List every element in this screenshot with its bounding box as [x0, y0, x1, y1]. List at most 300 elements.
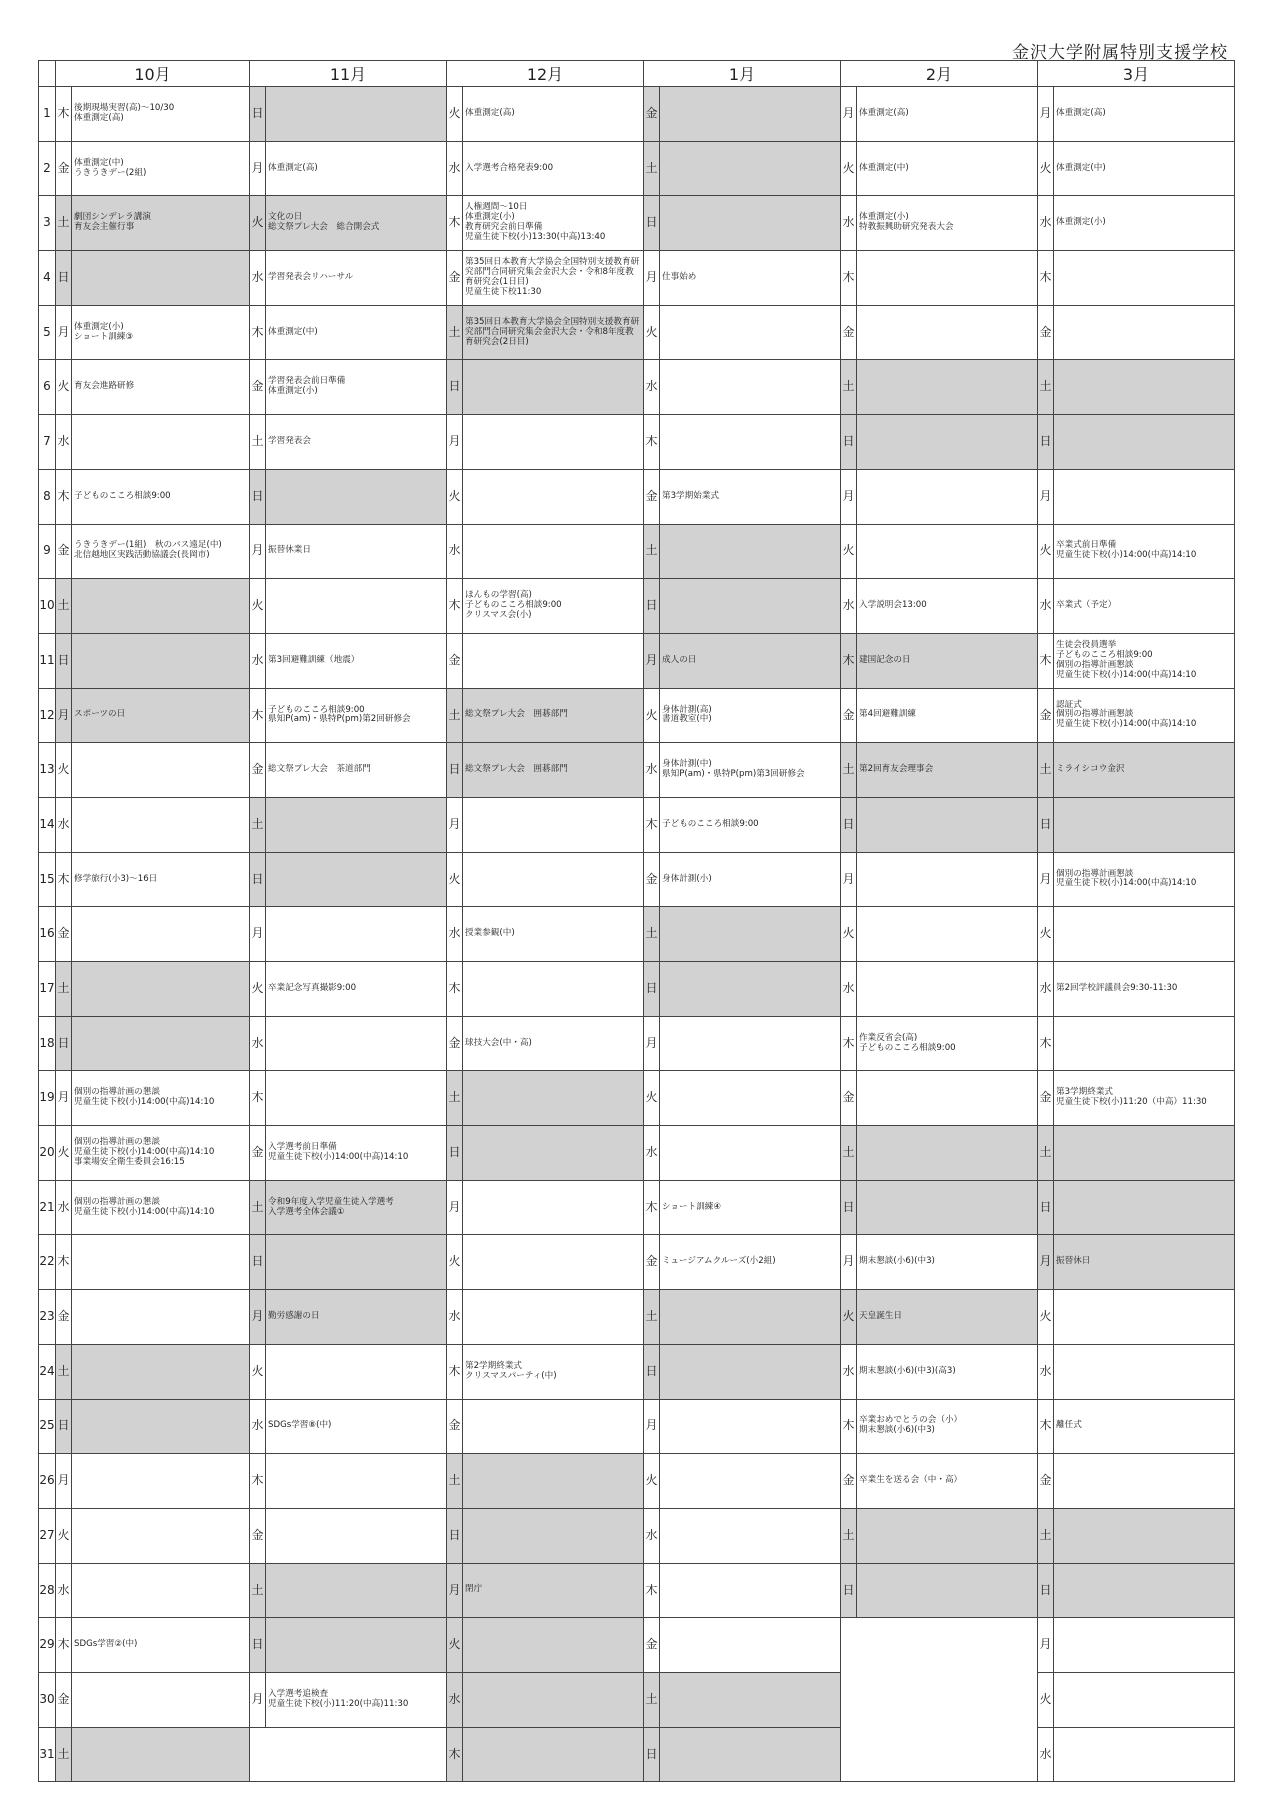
weekday-cell: 月 [1038, 87, 1054, 142]
weekday-cell: 水 [56, 415, 72, 470]
event-cell [266, 1508, 447, 1563]
weekday-cell: 月 [841, 469, 857, 524]
event-cell [72, 633, 250, 688]
event-cell [857, 1508, 1038, 1563]
event-cell: 勤労感謝の日 [266, 1290, 447, 1345]
event-cell [72, 251, 250, 306]
weekday-cell: 火 [250, 196, 266, 251]
day-number: 19 [39, 1071, 56, 1126]
weekday-cell: 木 [644, 1180, 660, 1235]
event-cell: 子どものこころ相談9:00 県知P(am)・県特P(pm)第2回研修会 [266, 688, 447, 743]
weekday-cell: 木 [841, 633, 857, 688]
event-cell: 育友会進路研修 [72, 360, 250, 415]
weekday-cell: 木 [447, 1344, 463, 1399]
weekday-cell: 火 [841, 1290, 857, 1345]
event-cell: 第35回日本教育大学協会全国特別支援教育研究部門合同研究集会金沢大会・令和8年度教育研究会(2日目) [463, 305, 644, 360]
weekday-cell: 日 [644, 579, 660, 634]
weekday-cell: 月 [250, 524, 266, 579]
event-cell [266, 852, 447, 907]
weekday-cell: 水 [644, 360, 660, 415]
event-cell: 入学選考追検査 児童生徒下校(小)11:20(中高)11:30 [266, 1672, 447, 1727]
day-row [39, 1126, 1235, 1181]
weekday-cell: 水 [56, 1563, 72, 1618]
event-cell: 建国記念の日 [857, 633, 1038, 688]
weekday-cell: 月 [250, 141, 266, 196]
event-cell [266, 87, 447, 142]
weekday-cell: 水 [1038, 962, 1054, 1017]
empty-cell [841, 1618, 1038, 1782]
event-cell: 作業反省会(高) 子どものこころ相談9:00 [857, 1016, 1038, 1071]
event-cell [857, 469, 1038, 524]
weekday-cell: 金 [56, 524, 72, 579]
day-number: 26 [39, 1454, 56, 1509]
event-cell [1054, 415, 1235, 470]
event-cell [857, 1126, 1038, 1181]
event-cell: 学習発表会リハーサル [266, 251, 447, 306]
day-row [39, 251, 1235, 306]
weekday-cell: 金 [841, 305, 857, 360]
day-row [39, 305, 1235, 360]
day-row [39, 1672, 1235, 1727]
month-header: 10月 [56, 61, 250, 87]
event-cell [72, 1016, 250, 1071]
event-cell: SDGs学習⑧(中) [266, 1399, 447, 1454]
event-cell: 卒業生を送る会（中・高） [857, 1454, 1038, 1509]
corner-cell [39, 61, 56, 87]
weekday-cell: 木 [1038, 251, 1054, 306]
weekday-cell: 火 [56, 1126, 72, 1181]
weekday-cell: 日 [1038, 1563, 1054, 1618]
event-cell: 体重測定(小) [1054, 196, 1235, 251]
weekday-cell: 金 [644, 469, 660, 524]
day-row [39, 1727, 1235, 1782]
weekday-cell: 火 [1038, 1290, 1054, 1345]
event-cell [660, 524, 841, 579]
weekday-cell: 金 [841, 1454, 857, 1509]
event-cell: 卒業式前日準備 児童生徒下校(小)14:00(中高)14:10 [1054, 524, 1235, 579]
day-number: 14 [39, 797, 56, 852]
weekday-cell: 日 [56, 251, 72, 306]
event-cell [72, 743, 250, 798]
weekday-cell: 木 [447, 196, 463, 251]
day-row [39, 743, 1235, 798]
event-cell [857, 962, 1038, 1017]
event-cell [857, 360, 1038, 415]
event-cell: 卒業式（予定） [1054, 579, 1235, 634]
event-cell [266, 579, 447, 634]
event-cell [463, 1727, 644, 1782]
weekday-cell: 月 [644, 251, 660, 306]
weekday-cell: 木 [447, 962, 463, 1017]
event-cell [660, 415, 841, 470]
weekday-cell: 木 [56, 469, 72, 524]
event-cell: 体重測定(中) [1054, 141, 1235, 196]
weekday-cell: 木 [447, 1727, 463, 1782]
event-cell [857, 907, 1038, 962]
event-cell: 後期現場実習(高)～10/30 体重測定(高) [72, 87, 250, 142]
weekday-cell: 月 [1038, 852, 1054, 907]
event-cell: 第4回避難訓練 [857, 688, 1038, 743]
event-cell [72, 1672, 250, 1727]
event-cell: 閉庁 [463, 1563, 644, 1618]
event-cell [660, 1727, 841, 1782]
weekday-cell: 水 [56, 1180, 72, 1235]
event-cell: 体重測定(中) うきうきデー(2組) [72, 141, 250, 196]
weekday-cell: 火 [841, 141, 857, 196]
weekday-cell: 土 [1038, 360, 1054, 415]
event-cell [857, 415, 1038, 470]
event-cell [660, 305, 841, 360]
weekday-cell: 火 [250, 962, 266, 1017]
event-cell [857, 305, 1038, 360]
weekday-cell: 木 [56, 852, 72, 907]
event-cell: SDGs学習②(中) [72, 1618, 250, 1673]
event-cell: 仕事始め [660, 251, 841, 306]
weekday-cell: 日 [644, 1344, 660, 1399]
weekday-cell: 土 [56, 579, 72, 634]
event-cell [72, 1290, 250, 1345]
event-cell [857, 797, 1038, 852]
event-cell: 身体計測(小) [660, 852, 841, 907]
event-cell: 卒業おめでとうの会（小） 期末懇談(小6)(中3) [857, 1399, 1038, 1454]
day-number: 18 [39, 1016, 56, 1071]
weekday-cell: 月 [644, 1399, 660, 1454]
school-name: 金沢大学附属特別支援学校 [1012, 43, 1228, 63]
event-cell [72, 415, 250, 470]
weekday-cell: 日 [841, 415, 857, 470]
event-cell: 総文祭プレ大会 囲碁部門 [463, 743, 644, 798]
weekday-cell: 日 [1038, 1180, 1054, 1235]
day-number: 21 [39, 1180, 56, 1235]
event-cell [266, 1071, 447, 1126]
event-cell [1054, 305, 1235, 360]
event-cell [1054, 1672, 1235, 1727]
event-cell: 個別の指導計画懇談 児童生徒下校(小)14:00(中高)14:10 [1054, 852, 1235, 907]
weekday-cell: 日 [56, 1399, 72, 1454]
event-cell [72, 962, 250, 1017]
event-cell [463, 633, 644, 688]
day-row [39, 524, 1235, 579]
weekday-cell: 木 [447, 579, 463, 634]
event-cell [660, 141, 841, 196]
weekday-cell: 月 [250, 1290, 266, 1345]
weekday-cell: 月 [841, 1235, 857, 1290]
event-cell: 第3学期始業式 [660, 469, 841, 524]
event-cell [463, 469, 644, 524]
weekday-cell: 水 [841, 1344, 857, 1399]
weekday-cell: 木 [841, 1016, 857, 1071]
weekday-cell: 月 [56, 1454, 72, 1509]
day-number: 9 [39, 524, 56, 579]
day-row [39, 141, 1235, 196]
event-cell: 個別の指導計画の懇談 児童生徒下校(小)14:00(中高)14:10 [72, 1180, 250, 1235]
event-cell [266, 1618, 447, 1673]
event-cell: 体重測定(小) 特教振興助研究発表大会 [857, 196, 1038, 251]
event-cell [266, 1344, 447, 1399]
day-row [39, 579, 1235, 634]
day-number: 8 [39, 469, 56, 524]
weekday-cell: 月 [250, 1672, 266, 1727]
weekday-cell: 土 [841, 743, 857, 798]
event-cell [660, 196, 841, 251]
weekday-cell: 水 [250, 1016, 266, 1071]
weekday-cell: 金 [56, 1672, 72, 1727]
weekday-cell: 土 [841, 360, 857, 415]
event-cell: 総文祭プレ大会 茶道部門 [266, 743, 447, 798]
day-number: 4 [39, 251, 56, 306]
weekday-cell: 日 [447, 360, 463, 415]
day-number: 2 [39, 141, 56, 196]
weekday-cell: 金 [841, 688, 857, 743]
event-cell: 天皇誕生日 [857, 1290, 1038, 1345]
weekday-cell: 金 [644, 852, 660, 907]
event-cell: 劇団シンデレラ講演 育友会主催行事 [72, 196, 250, 251]
weekday-cell: 木 [841, 1399, 857, 1454]
event-cell: うきうきデー(1組) 秋のバス遠足(中) 北信越地区実践活動協議会(長岡市) [72, 524, 250, 579]
weekday-cell: 土 [447, 1071, 463, 1126]
day-number: 10 [39, 579, 56, 634]
weekday-cell: 金 [1038, 688, 1054, 743]
event-cell: 子どものこころ相談9:00 [72, 469, 250, 524]
event-cell: ミュージアムクルーズ(小2組) [660, 1235, 841, 1290]
weekday-cell: 水 [1038, 1344, 1054, 1399]
event-cell [857, 251, 1038, 306]
weekday-cell: 火 [1038, 141, 1054, 196]
weekday-cell: 火 [1038, 1672, 1054, 1727]
event-cell: 第3回避難訓練（地震） [266, 633, 447, 688]
event-cell [660, 579, 841, 634]
day-number: 23 [39, 1290, 56, 1345]
day-number: 20 [39, 1126, 56, 1181]
month-header: 12月 [447, 61, 644, 87]
weekday-cell: 月 [841, 87, 857, 142]
event-cell [1054, 1126, 1235, 1181]
day-number: 12 [39, 688, 56, 743]
event-cell: 学習発表会前日準備 体重測定(小) [266, 360, 447, 415]
day-number: 3 [39, 196, 56, 251]
event-cell [1054, 1727, 1235, 1782]
event-cell: 個別の指導計画の懇談 児童生徒下校(小)14:00(中高)14:10 [72, 1071, 250, 1126]
day-number: 6 [39, 360, 56, 415]
event-cell [463, 1290, 644, 1345]
weekday-cell: 火 [250, 1344, 266, 1399]
event-cell [463, 1180, 644, 1235]
day-row [39, 962, 1235, 1017]
event-cell [463, 962, 644, 1017]
event-cell [1054, 1618, 1235, 1673]
weekday-cell: 日 [1038, 415, 1054, 470]
event-cell [660, 360, 841, 415]
event-cell [463, 1454, 644, 1509]
day-row [39, 852, 1235, 907]
event-cell [660, 87, 841, 142]
event-cell: 入学選考合格発表9:00 [463, 141, 644, 196]
weekday-cell: 木 [56, 1618, 72, 1673]
day-number: 5 [39, 305, 56, 360]
weekday-cell: 火 [841, 524, 857, 579]
weekday-cell: 月 [644, 633, 660, 688]
weekday-cell: 土 [250, 797, 266, 852]
event-cell [1054, 1344, 1235, 1399]
event-cell [72, 1508, 250, 1563]
event-cell: 身体計測(高) 書道教室(中) [660, 688, 841, 743]
day-number: 7 [39, 415, 56, 470]
weekday-cell: 金 [447, 633, 463, 688]
event-cell [660, 962, 841, 1017]
event-cell [72, 1454, 250, 1509]
event-cell [463, 524, 644, 579]
weekday-cell: 金 [1038, 305, 1054, 360]
weekday-cell: 水 [447, 1290, 463, 1345]
weekday-cell: 水 [644, 743, 660, 798]
event-cell: 令和9年度入学児童生徒入学選考 入学選考全体会議① [266, 1180, 447, 1235]
weekday-cell: 金 [841, 1071, 857, 1126]
event-cell [857, 1180, 1038, 1235]
weekday-cell: 金 [1038, 1071, 1054, 1126]
weekday-cell: 日 [56, 1016, 72, 1071]
event-cell [1054, 251, 1235, 306]
weekday-cell: 火 [1038, 907, 1054, 962]
weekday-cell: 月 [447, 415, 463, 470]
event-cell [72, 1563, 250, 1618]
event-cell [857, 1563, 1038, 1618]
weekday-cell: 木 [1038, 1016, 1054, 1071]
event-cell: 成人の日 [660, 633, 841, 688]
weekday-cell: 土 [447, 305, 463, 360]
event-cell: 人権週間～10日 体重測定(小) 教育研究会前日準備 児童生徒下校(小)13:30(中高)13:40 [463, 196, 644, 251]
weekday-cell: 火 [1038, 524, 1054, 579]
weekday-cell: 水 [841, 579, 857, 634]
weekday-cell: 月 [447, 1563, 463, 1618]
weekday-cell: 金 [250, 360, 266, 415]
event-cell: 振替休日 [1054, 1235, 1235, 1290]
event-cell [266, 1563, 447, 1618]
event-cell: 体重測定(高) [1054, 87, 1235, 142]
weekday-cell: 月 [644, 1016, 660, 1071]
day-row [39, 1508, 1235, 1563]
day-row [39, 1399, 1235, 1454]
weekday-cell: 火 [56, 1508, 72, 1563]
event-cell [72, 1235, 250, 1290]
month-header: 2月 [841, 61, 1038, 87]
weekday-cell: 木 [644, 797, 660, 852]
weekday-cell: 水 [250, 251, 266, 306]
weekday-cell: 木 [250, 305, 266, 360]
weekday-cell: 金 [644, 1235, 660, 1290]
day-row [39, 1071, 1235, 1126]
day-number: 25 [39, 1399, 56, 1454]
weekday-cell: 金 [250, 743, 266, 798]
weekday-cell: 土 [644, 141, 660, 196]
event-cell: 卒業記念写真撮影9:00 [266, 962, 447, 1017]
weekday-cell: 火 [841, 907, 857, 962]
weekday-cell: 木 [56, 1235, 72, 1290]
weekday-cell: 金 [250, 1508, 266, 1563]
weekday-cell: 日 [250, 1235, 266, 1290]
weekday-cell: 月 [1038, 1618, 1054, 1673]
weekday-cell: 日 [56, 633, 72, 688]
weekday-cell: 金 [56, 907, 72, 962]
day-row [39, 469, 1235, 524]
weekday-cell: 土 [644, 1672, 660, 1727]
weekday-cell: 火 [447, 852, 463, 907]
weekday-cell: 月 [250, 907, 266, 962]
weekday-cell: 水 [1038, 1727, 1054, 1782]
weekday-cell: 土 [1038, 743, 1054, 798]
day-number: 22 [39, 1235, 56, 1290]
event-cell [72, 579, 250, 634]
event-cell [857, 524, 1038, 579]
weekday-cell: 月 [56, 688, 72, 743]
event-cell [1054, 1180, 1235, 1235]
weekday-cell: 月 [1038, 469, 1054, 524]
weekday-cell: 日 [447, 1508, 463, 1563]
event-cell [463, 1071, 644, 1126]
weekday-cell: 土 [250, 1180, 266, 1235]
event-cell: 第35回日本教育大学協会全国特別支援教育研究部門合同研究集会金沢大会・令和8年度教育研究会(1日目) 児童生徒下校11:30 [463, 251, 644, 306]
weekday-cell: 木 [644, 415, 660, 470]
weekday-cell: 木 [250, 688, 266, 743]
event-cell [266, 469, 447, 524]
event-cell [266, 1454, 447, 1509]
event-cell: 入学説明会13:00 [857, 579, 1038, 634]
weekday-cell: 日 [841, 1180, 857, 1235]
event-cell [72, 1727, 250, 1782]
weekday-cell: 土 [250, 415, 266, 470]
event-cell [1054, 469, 1235, 524]
weekday-cell: 火 [644, 688, 660, 743]
event-cell: 子どものこころ相談9:00 [660, 797, 841, 852]
event-cell [1054, 797, 1235, 852]
event-cell [660, 1290, 841, 1345]
event-cell [463, 415, 644, 470]
day-number: 13 [39, 743, 56, 798]
month-header: 3月 [1038, 61, 1235, 87]
day-row [39, 1618, 1235, 1673]
weekday-cell: 金 [447, 1016, 463, 1071]
weekday-cell: 土 [56, 962, 72, 1017]
day-row [39, 907, 1235, 962]
weekday-cell: 火 [56, 743, 72, 798]
day-number: 31 [39, 1727, 56, 1782]
weekday-cell: 水 [1038, 579, 1054, 634]
weekday-cell: 土 [250, 1563, 266, 1618]
event-cell [463, 1618, 644, 1673]
event-cell [266, 1016, 447, 1071]
event-cell: 体重測定(高) [266, 141, 447, 196]
event-cell: 第2回学校評議員会9:30-11:30 [1054, 962, 1235, 1017]
weekday-cell: 土 [1038, 1508, 1054, 1563]
weekday-cell: 金 [250, 1126, 266, 1181]
weekday-cell: 日 [250, 1618, 266, 1673]
event-cell [660, 907, 841, 962]
event-cell [660, 1126, 841, 1181]
day-row [39, 688, 1235, 743]
weekday-cell: 土 [447, 688, 463, 743]
event-cell: 第2学期終業式 クリスマスパーティ(中) [463, 1344, 644, 1399]
weekday-cell: 水 [1038, 196, 1054, 251]
weekday-cell: 金 [644, 1618, 660, 1673]
weekday-cell: 土 [56, 1727, 72, 1782]
weekday-cell: 日 [644, 196, 660, 251]
weekday-cell: 火 [644, 1454, 660, 1509]
weekday-cell: 水 [841, 962, 857, 1017]
day-row [39, 633, 1235, 688]
event-cell: 体重測定(中) [266, 305, 447, 360]
weekday-cell: 火 [447, 469, 463, 524]
weekday-cell: 火 [447, 1618, 463, 1673]
event-cell [660, 1399, 841, 1454]
